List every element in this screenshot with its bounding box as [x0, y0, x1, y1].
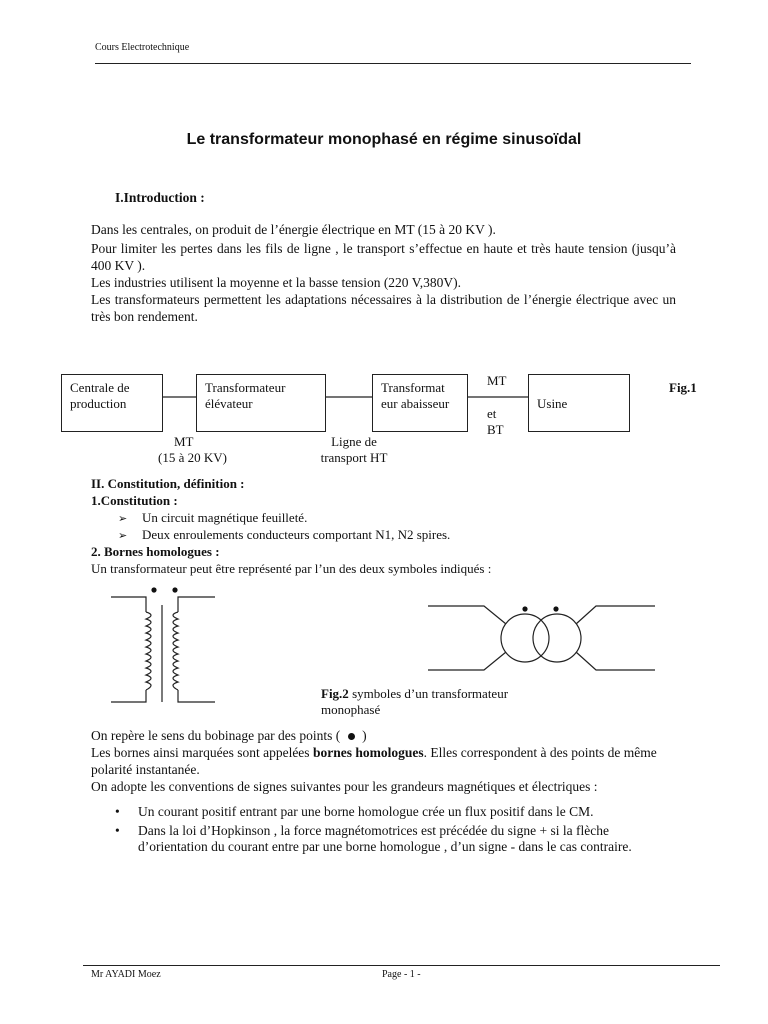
- bornes-line-1: [91, 728, 367, 745]
- block-elevateur-label: Transformateur élévateur: [205, 380, 286, 411]
- list-item: ➢ Un circuit magnétique feuilleté.: [118, 510, 450, 527]
- fig2-caption-text: symboles d’un transformateur monophasé: [321, 686, 509, 717]
- bornes-line-2-a: Les bornes ainsi marquées sont appelées: [91, 745, 310, 760]
- label-mt-bottom: MT: [174, 434, 194, 449]
- label-ligne-ht: Ligne de transport HT: [320, 434, 388, 465]
- label-mt-top: MT: [487, 373, 507, 388]
- footer-page: Page - 1 -: [382, 969, 421, 980]
- list-item: ➢ Deux enroulements conducteurs comportant N1, N2 spires.: [118, 527, 450, 544]
- bornes-line-2: [91, 745, 676, 778]
- intro-paragraph-1: Dans les centrales, on produit de l’énergie électrique en MT (15 à 20 KV ).: [91, 222, 496, 237]
- page-title: Le transformateur monophasé en régime sinusoïdal: [186, 131, 582, 148]
- bornes-line-1-close: ): [362, 728, 367, 743]
- intro-heading: I.Introduction :: [115, 190, 205, 205]
- bornes-intro: Un transformateur peut être représenté par l’un des deux symboles indiqués :: [91, 561, 492, 576]
- footer-author: Mr AYADI Moez: [91, 969, 161, 980]
- polarity-dot: [522, 606, 527, 611]
- transformer-coil-symbol: [111, 597, 215, 702]
- polarity-dot: [172, 587, 177, 592]
- bornes-homologues-term: bornes homologues: [312, 745, 424, 760]
- intro-paragraph-3: Les industries utilisent la moyenne et la basse tension (220 V,380V).: [91, 275, 461, 290]
- conventions-list: [91, 804, 681, 858]
- list-item: • Un courant positif entrant par une borne homologue crée un flux positif dans le CM.: [91, 804, 681, 821]
- polarity-dot: [151, 587, 156, 592]
- fig1-label: Fig.1: [669, 380, 697, 395]
- transformer-circle-symbol: [428, 606, 655, 670]
- polarity-dot: [553, 606, 558, 611]
- course-header: Cours Electrotechnique: [95, 42, 190, 53]
- bornes-line-2-c: . Elles correspondent à des points de même polarité instantanée.: [91, 745, 657, 777]
- bornes-heading: 2. Bornes homologues :: [91, 544, 220, 559]
- label-et-bt: et BT: [487, 406, 504, 437]
- list-item: • Dans la loi d’Hopkinson , la force magnétomotrices est précédée du signe + si la flèche d’orientation du courant entre par une borne homologue , d’un signe - dans le cas contraire.: [91, 823, 681, 856]
- constitution-heading: 1.Constitution :: [91, 493, 178, 508]
- bornes-line-3: On adopte les conventions de signes suivantes pour les grandeurs magnétiques et électriques :: [91, 779, 598, 794]
- footer-rule: [83, 965, 720, 966]
- label-mt-range: (15 à 20 KV): [158, 450, 227, 465]
- dot-symbol: [348, 733, 355, 740]
- intro-paragraph-2: Pour limiter les pertes dans les fils de ligne , le transport s’effectue en haute et très haute tension (jusqu’à 400 KV ).: [91, 241, 676, 273]
- fig2-caption: [321, 686, 561, 718]
- bornes-line-1-text: On repère le sens du bobinage par des points (: [91, 728, 341, 743]
- block-abaisseur-label: Transformat eur abaisseur: [381, 380, 450, 411]
- block-centrale-label: Centrale de production: [70, 380, 130, 411]
- intro-paragraph-4: Les transformateurs permettent les adaptations nécessaires à la distribution de l’énergie électrique avec un très bon rendement.: [91, 292, 676, 324]
- fig2-label: Fig.2: [321, 686, 349, 701]
- section2-heading: II. Constitution, définition :: [91, 476, 245, 491]
- block-usine-label: Usine: [537, 396, 568, 411]
